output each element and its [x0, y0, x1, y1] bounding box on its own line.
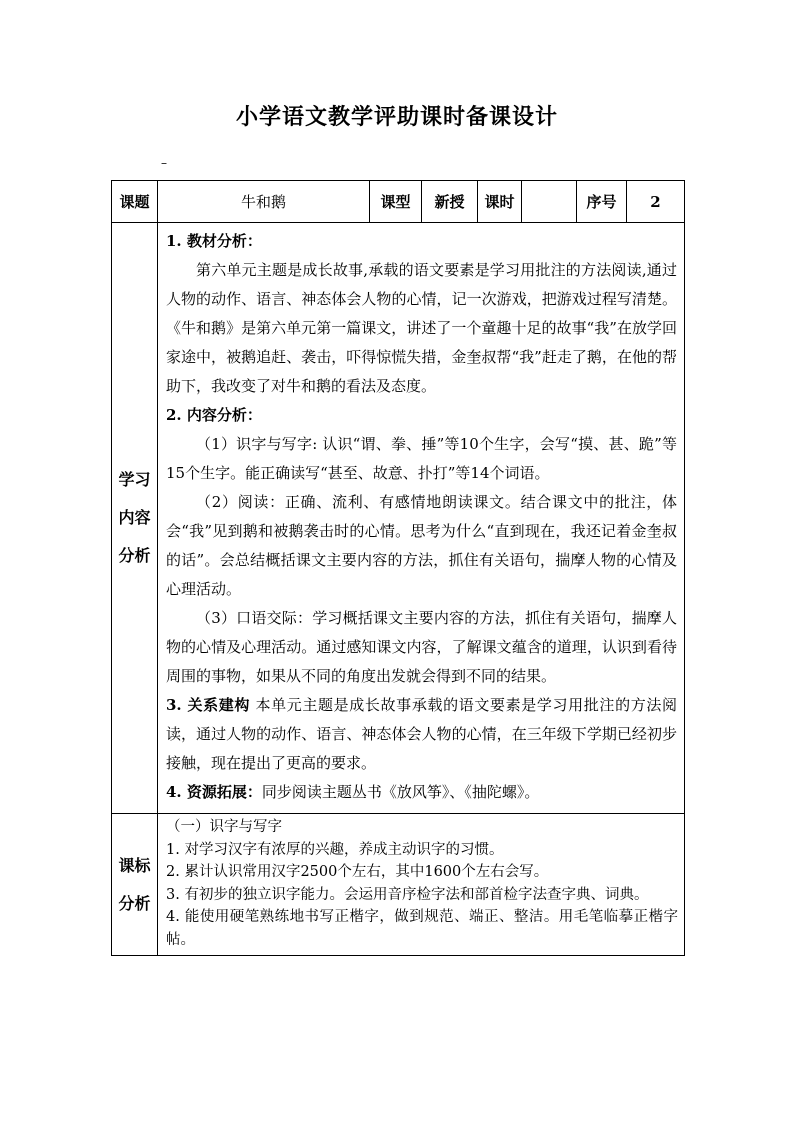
textbook-heading: 1. 教材分析：: [166, 232, 262, 250]
content-item: （3）口语交际：学习概括课文主要内容的方法，抓住有关语句，揣摩人物的心情及心理活动。通过感知课文内容，了解课文蕴含的道理，认识到看待周围的事物，如果从不同的角度出发就会得到不同的结果。: [166, 609, 677, 685]
resource-heading: 4. 资源拓展：: [166, 783, 262, 801]
standards-label: 课标 分析: [112, 814, 158, 956]
type-label: 课型: [370, 181, 422, 223]
seq-value: 2: [627, 181, 685, 223]
lesson-plan-table: [111, 180, 685, 956]
topic-label: 课题: [112, 181, 158, 223]
standards-row: [112, 814, 685, 956]
standards-item: 1. 对学习汉字有浓厚的兴趣，养成主动识字的习惯。: [166, 841, 504, 858]
dash-mark: –: [161, 156, 167, 170]
textbook-body: 第六单元主题是成长故事,承载的语文要素是学习用批注的方法阅读,通过人物的动作、语言、神态体会人物的心情，记一次游戏，把游戏过程写清楚。《牛和鹅》是第六单元第一篇课文，讲述了一个童趣十足的故事“我”在放学回家途中，被鹅追赶、袭击，吓得惊慌失措，金奎叔帮“我”赶走了鹅，在他的帮助下，我改变了对牛和鹅的看法及态度。: [166, 261, 677, 395]
analysis-label: 学习 内容 分析: [112, 223, 158, 814]
content-item: （2）阅读：正确、流利、有感情地朗读课文。结合课文中的批注，体会“我”见到鹅和被鹅袭击时的心情。思考为什么“直到现在，我还记着金奎叔的话”。会总结概括课文主要内容的方法，抓住有关语句，揣摩人物的心情及心理活动。: [166, 493, 677, 598]
header-row: [112, 181, 685, 223]
analysis-row: [112, 223, 685, 814]
page-title: 小学语文教学评助课时备课设计: [235, 104, 558, 130]
relation-body: 本单元主题是成长故事承载的语文要素是学习用批注的方法阅读，通过人物的动作、语言、神态体会人物的心情，在三年级下学期已经初步接触，现在提出了更高的要求。: [166, 696, 677, 772]
period-value: [522, 181, 577, 223]
standards-item: 2. 累计认识常用汉字2500个左右，其中1600个左右会写。: [166, 864, 549, 880]
standards-item: （一）识字与写字: [166, 819, 282, 835]
standards-content: [158, 814, 685, 956]
seq-label: 序号: [577, 181, 627, 223]
analysis-content: [158, 223, 685, 814]
period-label: 课时: [478, 181, 522, 223]
resource-paragraph: [166, 778, 677, 807]
relation-heading: 3. 关系建构: [166, 696, 251, 714]
content-heading: 2. 内容分析：: [166, 406, 262, 424]
standards-item: 3. 有初步的独立识字能力。会运用音序检字法和部首检字法查字典、词典。: [166, 886, 649, 903]
relation-paragraph: [166, 691, 677, 778]
type-value: 新授: [422, 181, 478, 223]
resource-body: 同步阅读主题丛书《放风筝》、《抽陀螺》。: [261, 783, 540, 801]
standards-item: 4. 能使用硬笔熟练地书写正楷字，做到规范、端正、整洁。用毛笔临摹正楷字帖。: [166, 909, 678, 948]
topic-value: 牛和鹅: [158, 181, 370, 223]
content-item: （1）识字与写字: 认识“谓、拳、捶”等10个生字，会写“摸、甚、跪”等15个生字。能正确读写“甚至、故意、扑打”等14个词语。: [166, 435, 677, 482]
